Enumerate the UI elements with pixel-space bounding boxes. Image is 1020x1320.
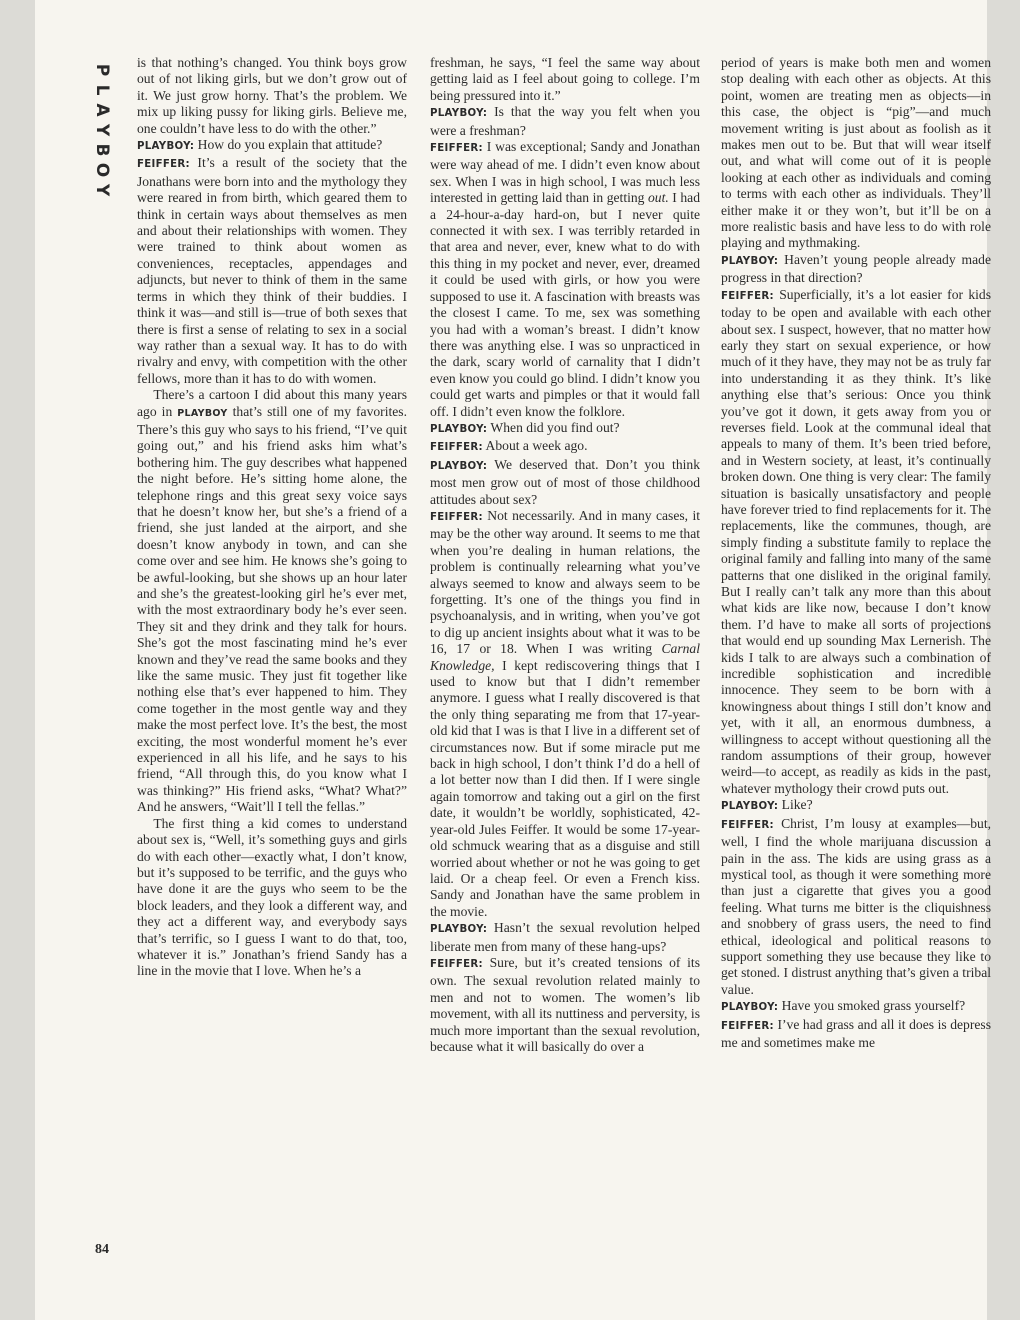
- interview-exchange: FEIFFER: Superficially, it’s a lot easier for kids today to be open and available with each other about sex. I suspect, however, that no matter how early they start on sexual experience, or how much of it they have, they may not be as truly far into understanding it as they think. It’s like anything else that’s serious: Once you think you’ve got it down, it gets away from you or reverses field. Look at the communal ideal that appeals to many of them. It’s been tried before, and in Western society, at least, it’s continually broken down. One thing is very clear: The family situation is basically unsatisfactory and people have forever tried to find replacements for it. The replacements, like the communes, though, are simply finding a substitute family to replace the original family and falling into many of the same patterns that one disliked in the original family. But I really can’t talk any more than this about what kids are like now, because I don’t know them. I’d have to make all sorts of projections that would end up sounding Max Lernerish. The kids I talk to are always such a combination of incredible sophistication and incredible innocence. They seem to be born with a knowingness about things I still don’t know and yet, with it all, an enormous dumbness, a willingness to accept without questioning all the random assumptions of their group, however weird—to accept, as readily as kids in the past, whatever mythology their crowd puts out.: [721, 286, 991, 796]
- magazine-page: [35, 0, 991, 1320]
- interview-exchange: FEIFFER: It’s a result of the society that the Jonathans were born into and the mythology they were reared in from birth, which geared them to think in certain ways about themselves as men and about their relationships with women. They were trained to think about women as conveniences, receptacles, appendages and adjuncts, but never to think of them in the same terms in which they think of their buddies. I think it was—and still is—true of both sexes that there is first a sense of relating to sex in a social way rather than a sexual way. It has to do with rivalry and envy, with competition with the other fellows, more than it has to do with women.: [137, 155, 407, 386]
- masthead-letter: P: [92, 63, 112, 77]
- speaker-label: PLAYBOY:: [430, 924, 488, 936]
- text-column-2: [430, 55, 700, 1275]
- interview-exchange: PLAYBOY: How do you explain that attitude?: [137, 137, 383, 153]
- speaker-label: PLAYBOY:: [721, 801, 779, 813]
- masthead-vertical: [87, 60, 117, 200]
- interview-exchange: FEIFFER: I’ve had grass and all it does is depress me and sometimes make me: [721, 1016, 991, 1050]
- paragraph: freshman, he says, “I feel the same way about getting laid as I feel about going to college. I’m being pressured into it.”: [430, 55, 700, 103]
- page-number: 84: [95, 1242, 109, 1257]
- speaker-label: FEIFFER:: [430, 143, 483, 155]
- masthead-letter: A: [92, 103, 112, 117]
- interview-exchange: FEIFFER: Not necessarily. And in many cases, it may be the other way around. It seems to me that when you’re dealing in human relations, the problem is continually relearning what you’ve always seemed to know and always seem to be forgetting. It’s one of the things you find in psychoanalysis, and in writing, when you’ve got to dig up ancient insights about what it was to be 16, 17 or 18. When I was writing Carnal Knowledge, I kept rediscovering things that I used to know but that I didn’t remember anymore. I guess what I really discovered is that the only thing separating me from that 17-year-old kid that I was is that I live in a different set of circumstances now. But if some miracle put me back in high school, I don’t think I’d do a hell of a lot better now than I did then. If I were single again tomorrow and taking out a girl on the first date, it wouldn’t be worldly, sophisticated, 42-year-old Jules Feiffer. It would be some 17-year-old schmuck wearing that as a disguise and still worried about whether or not he was going to get laid. Or a cheap feel. Or even a French kiss. Sandy and Jonathan have the same problem in the movie.: [430, 507, 700, 919]
- speaker-label: PLAYBOY:: [721, 255, 779, 267]
- speaker-label: PLAYBOY:: [430, 423, 488, 435]
- masthead-letter: L: [92, 84, 112, 96]
- paragraph: period of years is make both men and women stop dealing with each other as objects. At this point, women are treating men as objects—in this case, the object is “pig”—and much movement writing is just about as foolish as it makes men out to be. But that will wear itself out, and what will come out of it is people looking at each other as individuals and coming to terms with each other as individuals. They’ll either make it or they won’t, but it’ll be on a more realistic basis and have less to do with role playing and mythmaking.: [721, 55, 991, 251]
- speaker-label: FEIFFER:: [721, 1020, 774, 1032]
- paragraph: There’s a cartoon I did about this many years ago in PLAYBOY that’s still one of my favorites. There’s this guy who says to his friend, “I’ve quit going out,” and his friend asks him what’s bothering him. The guy describes what happened the night before. He’s sitting home alone, the telephone rings and this great sexy voice says that he doesn’t know her, but she’s a friend of a friend, she just landed at the airport, and she doesn’t know anybody in town, and can she come over and see him. He knows she’s going to be awful-looking, but she shows up an hour later and she’s the greatest-looking girl he’s ever met, with the most extraordinary body he’s ever seen. They sit and they drink and they talk for hours. She’s got the most fascinating mind he’s ever known and they’ve read the same books and they like the same music. They just fit together like nothing else that’s ever happened to him. They come together in the most gentle way and they make the most perfect love. It’s the best, the most exciting, the most wonderful moment he’s ever experienced in all his life, and he says to his friend, “All through this, do you know what I was thinking?” His friend asks, “What? What?” And he answers, “Wait’ll I tell the fellas.”: [137, 387, 407, 815]
- masthead-letter: Y: [92, 123, 112, 137]
- text-column-1: [137, 55, 407, 1275]
- speaker-label: FEIFFER:: [430, 442, 483, 454]
- interview-exchange: FEIFFER: About a week ago.: [430, 438, 588, 454]
- speaker-label: PLAYBOY:: [137, 141, 195, 153]
- interview-exchange: PLAYBOY: Haven’t young people already made progress in that direction?: [721, 251, 991, 286]
- interview-exchange: PLAYBOY: Hasn’t the sexual revolution helped liberate men from many of these hang-ups?: [430, 920, 700, 954]
- interview-exchange: PLAYBOY: We deserved that. Don’t you think most men grow out of most of those childhood attitudes about sex?: [430, 456, 700, 507]
- speaker-label: FEIFFER:: [721, 290, 774, 302]
- speaker-label: FEIFFER:: [137, 159, 190, 171]
- speaker-label: FEIFFER:: [430, 958, 483, 970]
- italic-text: out.: [648, 190, 669, 206]
- speaker-label: PLAYBOY:: [721, 1002, 779, 1014]
- masthead-letter: B: [92, 143, 112, 157]
- speaker-label: FEIFFER:: [430, 511, 483, 523]
- interview-exchange: PLAYBOY: Is that the way you felt when you were a freshman?: [430, 104, 700, 138]
- magazine-name: PLAYBOY: [177, 407, 228, 419]
- interview-exchange: PLAYBOY: Have you smoked grass yourself?: [721, 998, 966, 1014]
- interview-exchange: FEIFFER: Christ, I’m lousy at examples—but, well, I find the whole marijuana discussion a pain in the ass. The kids are using grass as a mystical tool, as though it were something more than just a cigarette that gives you a good feeling. What turns me bitter is the cliquishness and snobbery of grass users, the need to find ethical, ideological and political reasons to support something they use because they like to get stoned. I distrust anything that’s given a tribal value.: [721, 815, 991, 997]
- italic-text: Carnal Knowledge,: [430, 641, 700, 673]
- paragraph: The first thing a kid comes to understand about sex is, “Well, it’s something guys and girls do with each other—exactly what, I don’t know, but it’s supposed to be terrific, and the guys who have done it are the guys who seem to be the block leaders, and they look a different way, and they act a different way, and everybody says that’s terrific, so I guess I want to do that, too, whatever it is.” Jonathan’s friend Sandy has a line in the movie that I love. When he’s a: [137, 815, 407, 979]
- interview-exchange: PLAYBOY: When did you find out?: [430, 419, 620, 435]
- speaker-label: PLAYBOY:: [430, 460, 488, 472]
- interview-exchange: FEIFFER: I was exceptional; Sandy and Jonathan were way ahead of me. I didn’t even know about sex. When I was in high school, I was much less interested in getting laid than in getting out. I had a 24-hour-a-day hard-on, but I never quite connected it with sex. I was terribly retarded in that area and never, ever, knew what to do with this thing in my pocket and never, ever, dreamed it could be used with girls, or how you were supposed to use it. A fascination with breasts was the closest I came. To me, sex was something you had with a woman’s breast. I didn’t know there was anything else. I was so unpracticed in the dark, scary world of carnality that I didn’t even know you could go blind. I didn’t know you could get warts and pimples or that it would fall off. I didn’t even know the folklore.: [430, 139, 700, 419]
- masthead-letter: O: [92, 162, 112, 178]
- paragraph: is that nothing’s changed. You think boys grow out of not liking girls, but we don’t grow out of it. We just grow horny. That’s the problem. We mix up liking pussy for liking girls. Believe me, one couldn’t have less to do with the other.”: [137, 55, 407, 136]
- masthead-letter: Y: [92, 183, 112, 197]
- interview-exchange: PLAYBOY: Like?: [721, 797, 813, 813]
- speaker-label: FEIFFER:: [721, 819, 774, 831]
- interview-exchange: FEIFFER: Sure, but it’s created tensions of its own. The sexual revolution related mainly to men and not to women. The women’s lib movement, with all its nuttiness and perversity, is much more important than the sexual revolution, because what it will basically do over a: [430, 954, 700, 1054]
- text-column-3: [721, 55, 991, 1275]
- speaker-label: PLAYBOY:: [430, 108, 488, 120]
